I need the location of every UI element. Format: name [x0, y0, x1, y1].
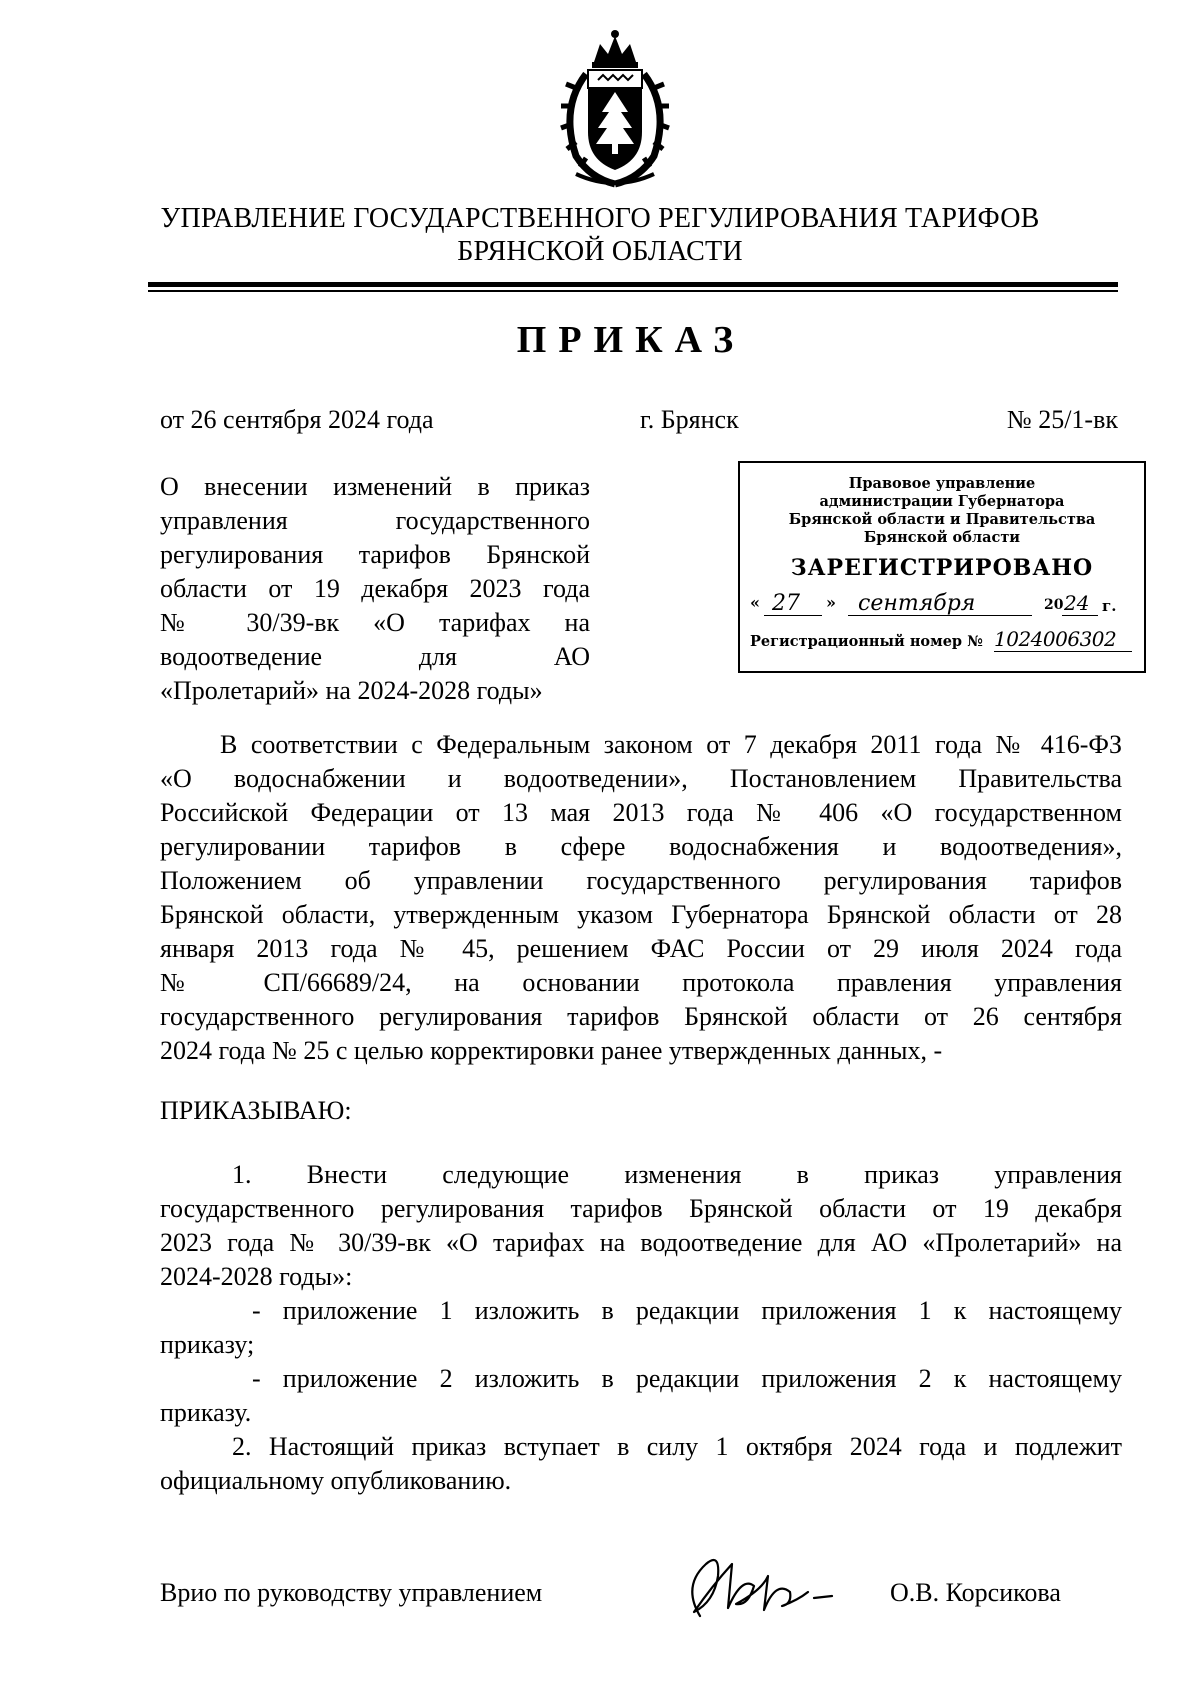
paragraph-line: государственного регулирования тарифов Брянской области от 26 сентября [160, 1002, 1122, 1031]
header-divider-thick [148, 282, 1118, 287]
paragraph-line: Российской Федерации от 13 мая 2013 года № 406 «О государственном [160, 798, 1122, 827]
stamp-line: Брянской области [863, 529, 1021, 546]
document-number: № 25/1-вк [1006, 405, 1118, 434]
stamp-line: Брянской области и Правительства [788, 511, 1096, 528]
coat-of-arms-icon [546, 28, 684, 188]
paragraph-line: - приложение 2 изложить в редакции приложения 2 к настоящему [252, 1364, 1122, 1393]
paragraph-line: - приложение 1 изложить в редакции приложения 1 к настоящему [252, 1296, 1122, 1325]
paragraph-line: регулировании тарифов в сфере водоснабжения и водоотведения», [160, 832, 1122, 861]
signatory-position: Врио по руководству управлением [160, 1578, 543, 1607]
paragraph-line: 2023 года № 30/39-вк «О тарифах на водоотведение для АО «Пролетарий» на [160, 1228, 1122, 1257]
paragraph-line: 2. Настоящий приказ вступает в силу 1 октября 2024 года и подлежит [232, 1432, 1122, 1461]
subject-line: области от 19 декабря 2023 года [160, 574, 590, 603]
subject-line: управления государственного [160, 506, 590, 535]
organization-name-line1: УПРАВЛЕНИЕ ГОСУДАРСТВЕННОГО РЕГУЛИРОВАНИЯ ТАРИФОВ [160, 203, 1040, 234]
stamp-date-line: « 27 » сентября 20 24 г. [750, 591, 1117, 616]
paragraph-line: официальному опубликованию. [160, 1466, 512, 1495]
document-title: ПРИКАЗ [516, 319, 746, 361]
paragraph-line: приказу. [160, 1398, 252, 1427]
stamp-year-unit: г. [1102, 597, 1117, 615]
paragraph-line: 1. Внести следующие изменения в приказ управления [232, 1160, 1122, 1189]
document-city: г. Брянск [640, 405, 739, 434]
paragraph-line: 2024 года № 25 с целью корректировки ранее утвержденных данных, - [160, 1036, 943, 1065]
stamp-reg-number: 1024006302 [994, 627, 1117, 651]
subject-line: «Пролетарий» на 2024-2028 годы» [160, 676, 543, 705]
paragraph-line: 2024-2028 годы»: [160, 1262, 353, 1291]
stamp-year-suffix: 24 [1064, 591, 1090, 615]
order-keyword: ПРИКАЗЫВАЮ: [160, 1096, 352, 1125]
stamp-reg-label: Регистрационный номер № [750, 633, 983, 650]
header-divider-thin [148, 290, 1118, 292]
subject-line: № 30/39-вк «О тарифах на [160, 608, 590, 637]
subject-line: регулирования тарифов Брянской [160, 540, 590, 569]
preamble-paragraph [160, 728, 1122, 1068]
paragraph-line: «О водоснабжении и водоотведении», Постановлением Правительства [160, 764, 1122, 793]
stamp-month: сентября [858, 591, 976, 616]
stamp-registered: ЗАРЕГИСТРИРОВАНО [790, 555, 1094, 581]
handwritten-signature [672, 1546, 842, 1626]
stamp-year-prefix: 20 [1044, 597, 1064, 613]
stamp-registration-number [750, 627, 1138, 661]
paragraph-line: Положением об управлении государственного регулирования тарифов [160, 866, 1122, 895]
paragraph-line: января 2013 года № 45, решением ФАС России от 29 июля 2024 года [160, 934, 1122, 963]
paragraph-line: В соответствии с Федеральным законом от 7 декабря 2011 года № 416-ФЗ [220, 730, 1122, 759]
paragraph-line: государственного регулирования тарифов Брянской области от 19 декабря [160, 1194, 1122, 1223]
paragraph-line: Брянской области, утвержденным указом Губернатора Брянской области от 28 [160, 900, 1122, 929]
stamp-day: 27 [772, 591, 800, 616]
subject-line: О внесении изменений в приказ [160, 472, 590, 501]
signatory-name: О.В. Корсикова [890, 1578, 1061, 1607]
order-items [160, 1158, 1122, 1498]
subject-line: водоотведение для АО [160, 642, 590, 671]
document-date: от 26 сентября 2024 года [160, 405, 434, 434]
organization-name-line2: БРЯНСКОЙ ОБЛАСТИ [457, 236, 743, 267]
document-subject [160, 470, 590, 708]
paragraph-line: приказу; [160, 1330, 255, 1359]
stamp-line: Правовое управление [848, 475, 1036, 492]
registration-stamp [738, 461, 1146, 673]
paragraph-line: № СП/66689/24, на основании протокола правления управления [160, 968, 1122, 997]
stamp-line: администрации Губернатора [819, 493, 1065, 510]
